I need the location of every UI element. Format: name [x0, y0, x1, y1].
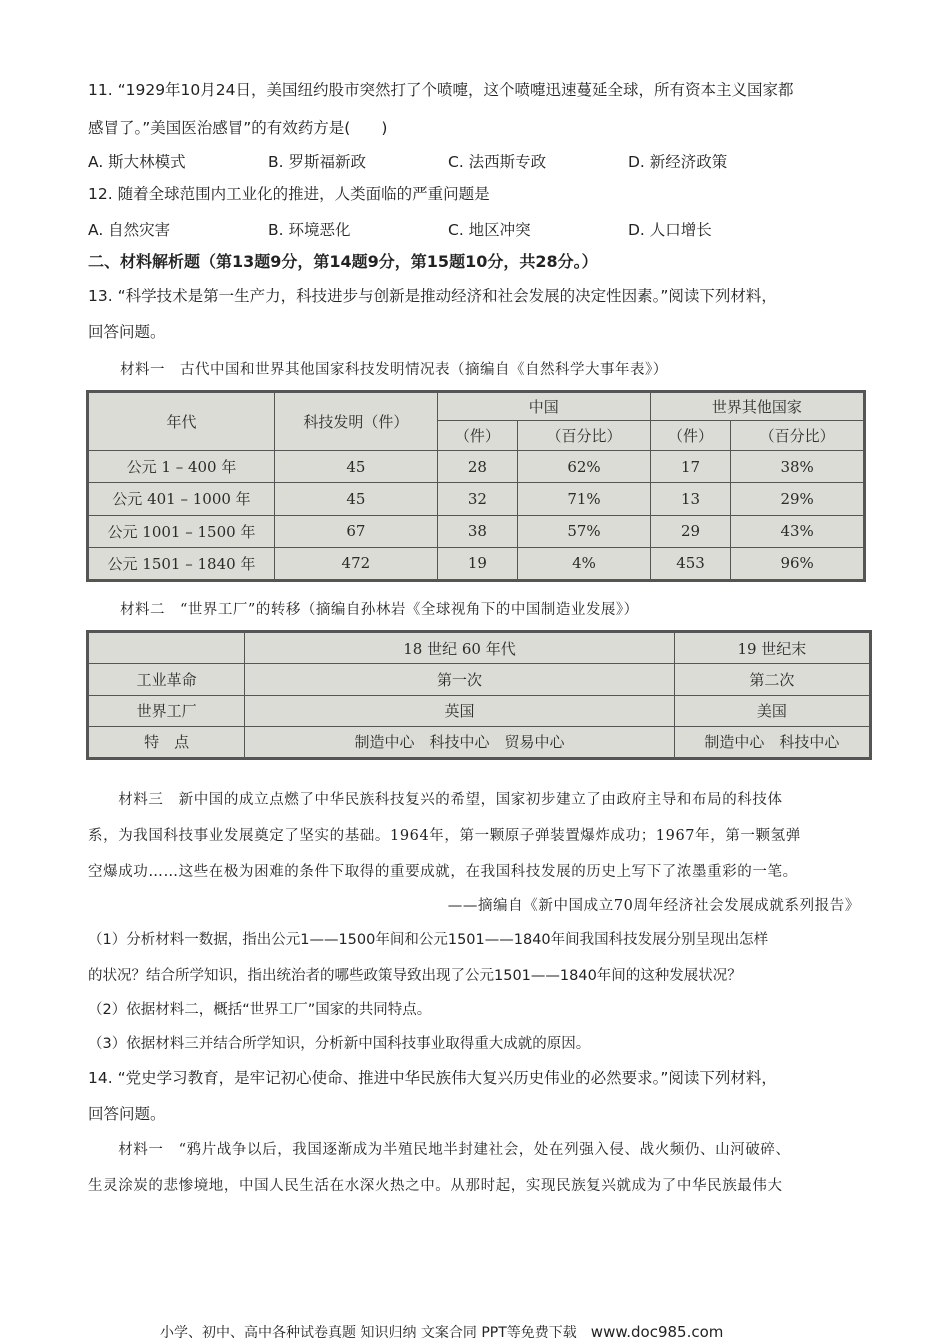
table1-cell: 17 — [650, 451, 730, 483]
table-row — [89, 547, 864, 579]
section2-heading: 二、材料解析题（第13题9分，第14题9分，第15题10分，共28分。） — [88, 252, 598, 271]
table1-cell: 公元 1501 – 1840 年 — [89, 547, 275, 579]
table1-cell: 45 — [275, 483, 438, 515]
q13-sub1-line1: （1）分析材料一数据，指出公元1——1500年间和公元1501——1840年间我国科技发展分别呈现出怎样 — [88, 932, 769, 948]
table2-cell: 第一次 — [245, 664, 675, 695]
table1-cell: 38 — [437, 515, 517, 547]
table1-cell: 28 — [437, 451, 517, 483]
table1-header-china: 中国 — [437, 393, 650, 421]
table1-header-world: 世界其他国家 — [650, 393, 863, 421]
table2 — [88, 632, 870, 758]
table2-row-label: 工业革命 — [89, 664, 245, 695]
table-row — [89, 483, 864, 515]
q11-options — [88, 150, 808, 172]
table1-cell: 公元 1 – 400 年 — [89, 451, 275, 483]
q13-sub1-line2: 的状况？结合所学知识，指出统治者的哪些政策导致出现了公元1501——1840年间的这种发展状况？ — [88, 968, 742, 984]
footer-text: 小学、初中、高中各种试卷真题 知识归纳 文案合同 PPT等免费下载 — [160, 1325, 577, 1341]
table1-cell: 67 — [275, 515, 438, 547]
table2-header-19c: 19 世纪末 — [674, 633, 869, 664]
q13-stem-line2: 回答问题。 — [88, 323, 166, 341]
table2-cell: 制造中心 科技中心 贸易中心 — [245, 726, 675, 757]
table1-cell: 57% — [518, 515, 651, 547]
q13-sub2: （2）依据材料二，概括“世界工厂”国家的共同特点。 — [88, 1002, 432, 1018]
q14-material1-line2: 生灵涂炭的悲惨境地，中国人民生活在水深火热之中。从那时起，实现民族复兴就成为了中华民族最伟大 — [88, 1178, 783, 1194]
q13-sub3: （3）依据材料三并结合所学知识，分析新中国科技事业取得重大成就的原因。 — [88, 1036, 591, 1052]
material3-line1: 材料三 新中国的成立点燃了中华民族科技复兴的希望，国家初步建立了由政府主导和布局的科技体 — [88, 792, 783, 808]
q12-option-b: B. 环境恶化 — [268, 221, 351, 239]
q12-options — [88, 218, 808, 240]
table1-cell: 19 — [437, 547, 517, 579]
table1-header-world-pct: （百分比） — [731, 421, 864, 451]
footer-url[interactable]: www.doc985.com — [590, 1323, 724, 1341]
material3-line3: 空爆成功……这些在极为困难的条件下取得的重要成就，在我国科技发展的历史上写下了浓墨重彩的一笔。 — [88, 864, 798, 880]
material3-source: ——摘编自《新中国成立70周年经济社会发展成就系列报告》 — [447, 898, 860, 914]
table2-row-label: 世界工厂 — [89, 695, 245, 726]
q14-material1-line1: 材料一 “鸦片战争以后，我国逐渐成为半殖民地半封建社会，处在列强入侵、战火频仍、山河破碎、 — [88, 1142, 791, 1158]
table1-cell: 32 — [437, 483, 517, 515]
table1-cell: 62% — [518, 451, 651, 483]
table2-row-label: 特 点 — [89, 726, 245, 757]
q12-option-c: C. 地区冲突 — [448, 221, 531, 239]
material2-title: 材料二 “世界工厂”的转移（摘编自孙林岩《全球视角下的中国制造业发展》） — [120, 602, 639, 618]
table1-cell: 96% — [731, 547, 864, 579]
table-row — [89, 664, 870, 695]
table1-cell: 43% — [731, 515, 864, 547]
q14-stem-line1: 14. “党史学习教育，是牢记初心使命、推进中华民族伟大复兴历史伟业的必然要求。”阅读下列材料， — [88, 1069, 777, 1087]
q11-option-b: B. 罗斯福新政 — [268, 153, 366, 171]
table1-cell: 71% — [518, 483, 651, 515]
q11-option-c: C. 法西斯专政 — [448, 153, 547, 171]
table1-header-era: 年代 — [89, 393, 275, 451]
table1-cell: 公元 1001 – 1500 年 — [89, 515, 275, 547]
table1-scan — [86, 390, 866, 582]
table2-cell: 第二次 — [674, 664, 869, 695]
q11-option-a: A. 斯大林模式 — [88, 153, 186, 171]
q12-option-d: D. 人口增长 — [628, 221, 712, 239]
q11-stem-line1: 11. “1929年10月24日，美国纽约股市突然打了个喷嚏，这个喷嚏迅速蔓延全球，所有资本主义国家都 — [88, 81, 794, 99]
q12-stem: 12. 随着全球范围内工业化的推进，人类面临的严重问题是 — [88, 185, 490, 203]
table-row — [89, 726, 870, 757]
table2-cell: 制造中心 科技中心 — [674, 726, 869, 757]
table1-header-inventions: 科技发明（件） — [275, 393, 438, 451]
q13-stem-line1: 13. “科学技术是第一生产力，科技进步与创新是推动经济和社会发展的决定性因素。”阅读下列材料， — [88, 287, 777, 305]
table1-header-china-pct: （百分比） — [518, 421, 651, 451]
table-row — [89, 451, 864, 483]
table1-cell: 4% — [518, 547, 651, 579]
q14-stem-line2: 回答问题。 — [88, 1105, 166, 1123]
table2-cell: 美国 — [674, 695, 869, 726]
table-row — [89, 515, 864, 547]
material3-line2: 系，为我国科技事业发展奠定了坚实的基础。1964年，第一颗原子弹装置爆炸成功；1967年，第一颗氢弹 — [88, 828, 801, 844]
table1-cell: 453 — [650, 547, 730, 579]
table1 — [88, 392, 864, 580]
table1-cell: 29% — [731, 483, 864, 515]
table1-cell: 公元 401 – 1000 年 — [89, 483, 275, 515]
table1-cell: 38% — [731, 451, 864, 483]
table2-header-18c: 18 世纪 60 年代 — [245, 633, 675, 664]
table1-cell: 472 — [275, 547, 438, 579]
table1-header-china-count: （件） — [437, 421, 517, 451]
material1-title: 材料一 古代中国和世界其他国家科技发明情况表（摘编自《自然科学大事年表》） — [120, 362, 668, 378]
q11-stem-line2: 感冒了。”美国医治感冒”的有效药方是( ) — [88, 119, 388, 137]
table1-header-world-count: （件） — [650, 421, 730, 451]
table1-cell: 13 — [650, 483, 730, 515]
table2-cell: 英国 — [245, 695, 675, 726]
table-row — [89, 695, 870, 726]
q11-option-d: D. 新经济政策 — [628, 153, 728, 171]
q12-option-a: A. 自然灾害 — [88, 221, 171, 239]
page-footer — [160, 1322, 723, 1342]
table2-corner — [89, 633, 245, 664]
table1-cell: 29 — [650, 515, 730, 547]
table1-cell: 45 — [275, 451, 438, 483]
table2-scan — [86, 630, 872, 760]
